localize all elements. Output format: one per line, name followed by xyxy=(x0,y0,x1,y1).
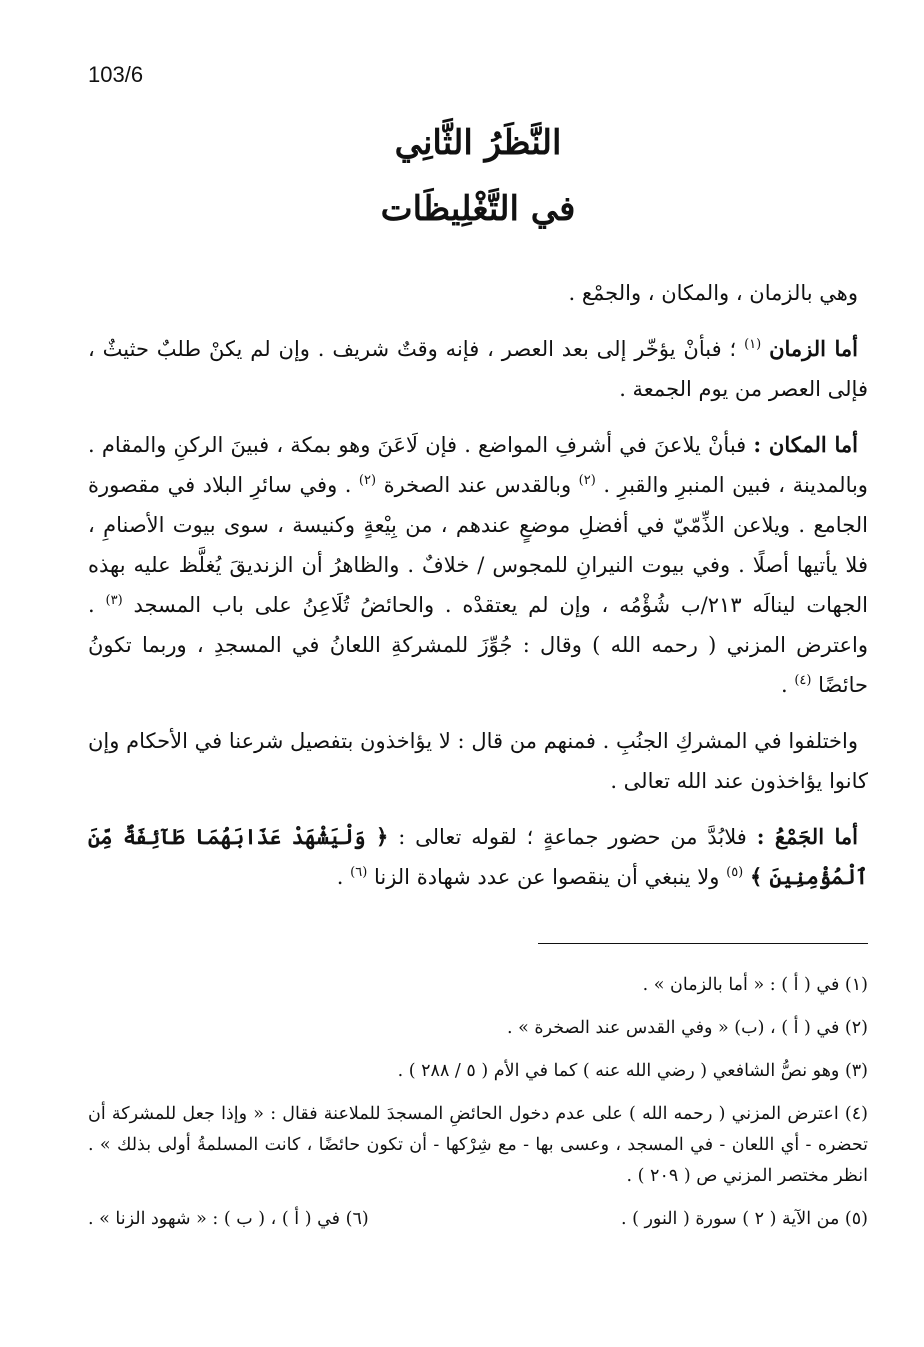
jam-text-2: ولا ينبغي أن ينقصوا عن عدد شهادة الزنا xyxy=(373,865,720,890)
footnote-mark-3: (٣) xyxy=(105,593,123,609)
margin-reference: ٢١٣/ب xyxy=(680,593,742,618)
page-number: 103/6 xyxy=(88,62,144,87)
footnote-4: (٤) اعترض المزني ( رحمه الله ) على عدم دخول الحائضِ المسجدَ للملاعنة فقال : « وإذا جعل للمشركة أن تحضره - أي اللعان - في المسجد ، وعسى بها - مع شِرْكها - أن تكون حائضًا ، كانت المسلمةُ أولى بذلك » . انظر مختصر المزني ص ( ٢٠٩ ) . xyxy=(88,1104,868,1187)
footnote-5: (٥) من الآية ( ٢ ) سورة ( النور ) . xyxy=(620,1209,868,1230)
footnote-mark-2a: (٢) xyxy=(578,473,596,489)
makan-text-1: فبأنْ يلاعنَ في أشرفِ المواضع . فإن لَاعَنَ وهو بمكة ، فبينَ الركنِ والمقام . وبالمدينة ، فبين المنبرِ والقبرِ . xyxy=(88,433,868,498)
jam-paragraph xyxy=(88,817,868,897)
zaman-text: ؛ فبأنْ يؤخّر إلى بعد العصر ، فإنه وقتٌ شريف . وإن لم يكنْ طلبٌ حثيثٌ ، فإلى العصر من يوم الجمعة . xyxy=(88,337,868,402)
page-content xyxy=(88,120,868,1235)
footnote-3: (٣) وهو نصُّ الشافعي ( رضي الله عنه ) كما في الأم ( ٥ / ٢٨٨ ) . xyxy=(397,1061,868,1082)
zaman-paragraph xyxy=(88,329,868,409)
makan-text-5: . واعترض المزني ( رحمه الله ) وقال : جُوِّزَ للمشركةِ اللعانُ في المسجدِ ، وربما تكونُ حائضًا xyxy=(88,593,868,698)
chapter-title: النَّظَرُ الثَّانِي xyxy=(394,123,562,163)
footnote-1: (١) في ( أ ) : « أما بالزمان » . xyxy=(642,975,868,996)
jam-text-3: . xyxy=(336,865,344,890)
footnote-mark-6: (٦) xyxy=(350,865,368,881)
footnote-2: (٢) في ( أ ) ، (ب) « وفي القدس عند الصخرة » . xyxy=(507,1018,868,1039)
makan-text-2: وبالقدس عند الصخرة xyxy=(383,473,572,498)
footnote-mark-5: (٥) xyxy=(726,865,744,881)
makan-lead: أما المكان : xyxy=(753,432,858,458)
footnote-mark-4: (٤) xyxy=(794,673,812,689)
intro-paragraph: وهي بالزمان ، والمكان ، والجمْع . xyxy=(568,281,858,306)
chapter-subtitle: في التَّغْلِيظَات xyxy=(380,188,576,229)
ikhtalafu-paragraph: واختلفوا في المشركِ الجنُبِ . فمنهم من قال : لا يؤاخذون بتفصيل شرعنا في الأحكام وإن كانوا يؤاخذون عند الله تعالى . xyxy=(88,729,868,794)
footnote-row xyxy=(88,1204,868,1235)
jam-text-1: فلابُدَّ من حضور جماعةٍ ؛ لقوله تعالى : xyxy=(398,825,747,850)
footnote-mark-2b: (٢) xyxy=(358,473,377,489)
footnote-mark-1: (١) xyxy=(744,337,762,353)
jam-lead: أما الجَمْعُ : xyxy=(756,824,858,850)
quran-verse: ﴿ وَلْيَشْهَدْ عَذَابَهُمَا طَآئِفَةٌ مِّنَ ٱلْمُؤْمِنِينَ ﴾ xyxy=(88,824,868,890)
footnote-6: (٦) في ( أ ) ، ( ب ) : « شهود الزنا » . xyxy=(88,1209,369,1230)
makan-text-4: شُؤْمُه ، وإن لم يعتقدْه . والحائضُ تُلَاعِنُ على باب المسجد xyxy=(133,593,671,618)
makan-paragraph xyxy=(88,425,868,705)
footnote-divider xyxy=(538,943,868,944)
makan-text-3: . وفي سائرِ البلاد في مقصورة الجامع . ويلاعن الذِّمّيّ في أفضلِ موضعٍ عندهم ، من بِيْعةٍ وكنيسة ، سوى بيوت الأصنامِ ، فلا يأتيها أصلًا . وفي بيوت النيرانِ للمجوس / خلافٌ . والظاهرُ أن الزنديقَ يُغلَّظ عليه بهذه الجهات لينالَه xyxy=(88,473,868,618)
makan-text-6: . xyxy=(780,673,788,698)
zaman-lead: أما الزمان xyxy=(769,336,858,362)
